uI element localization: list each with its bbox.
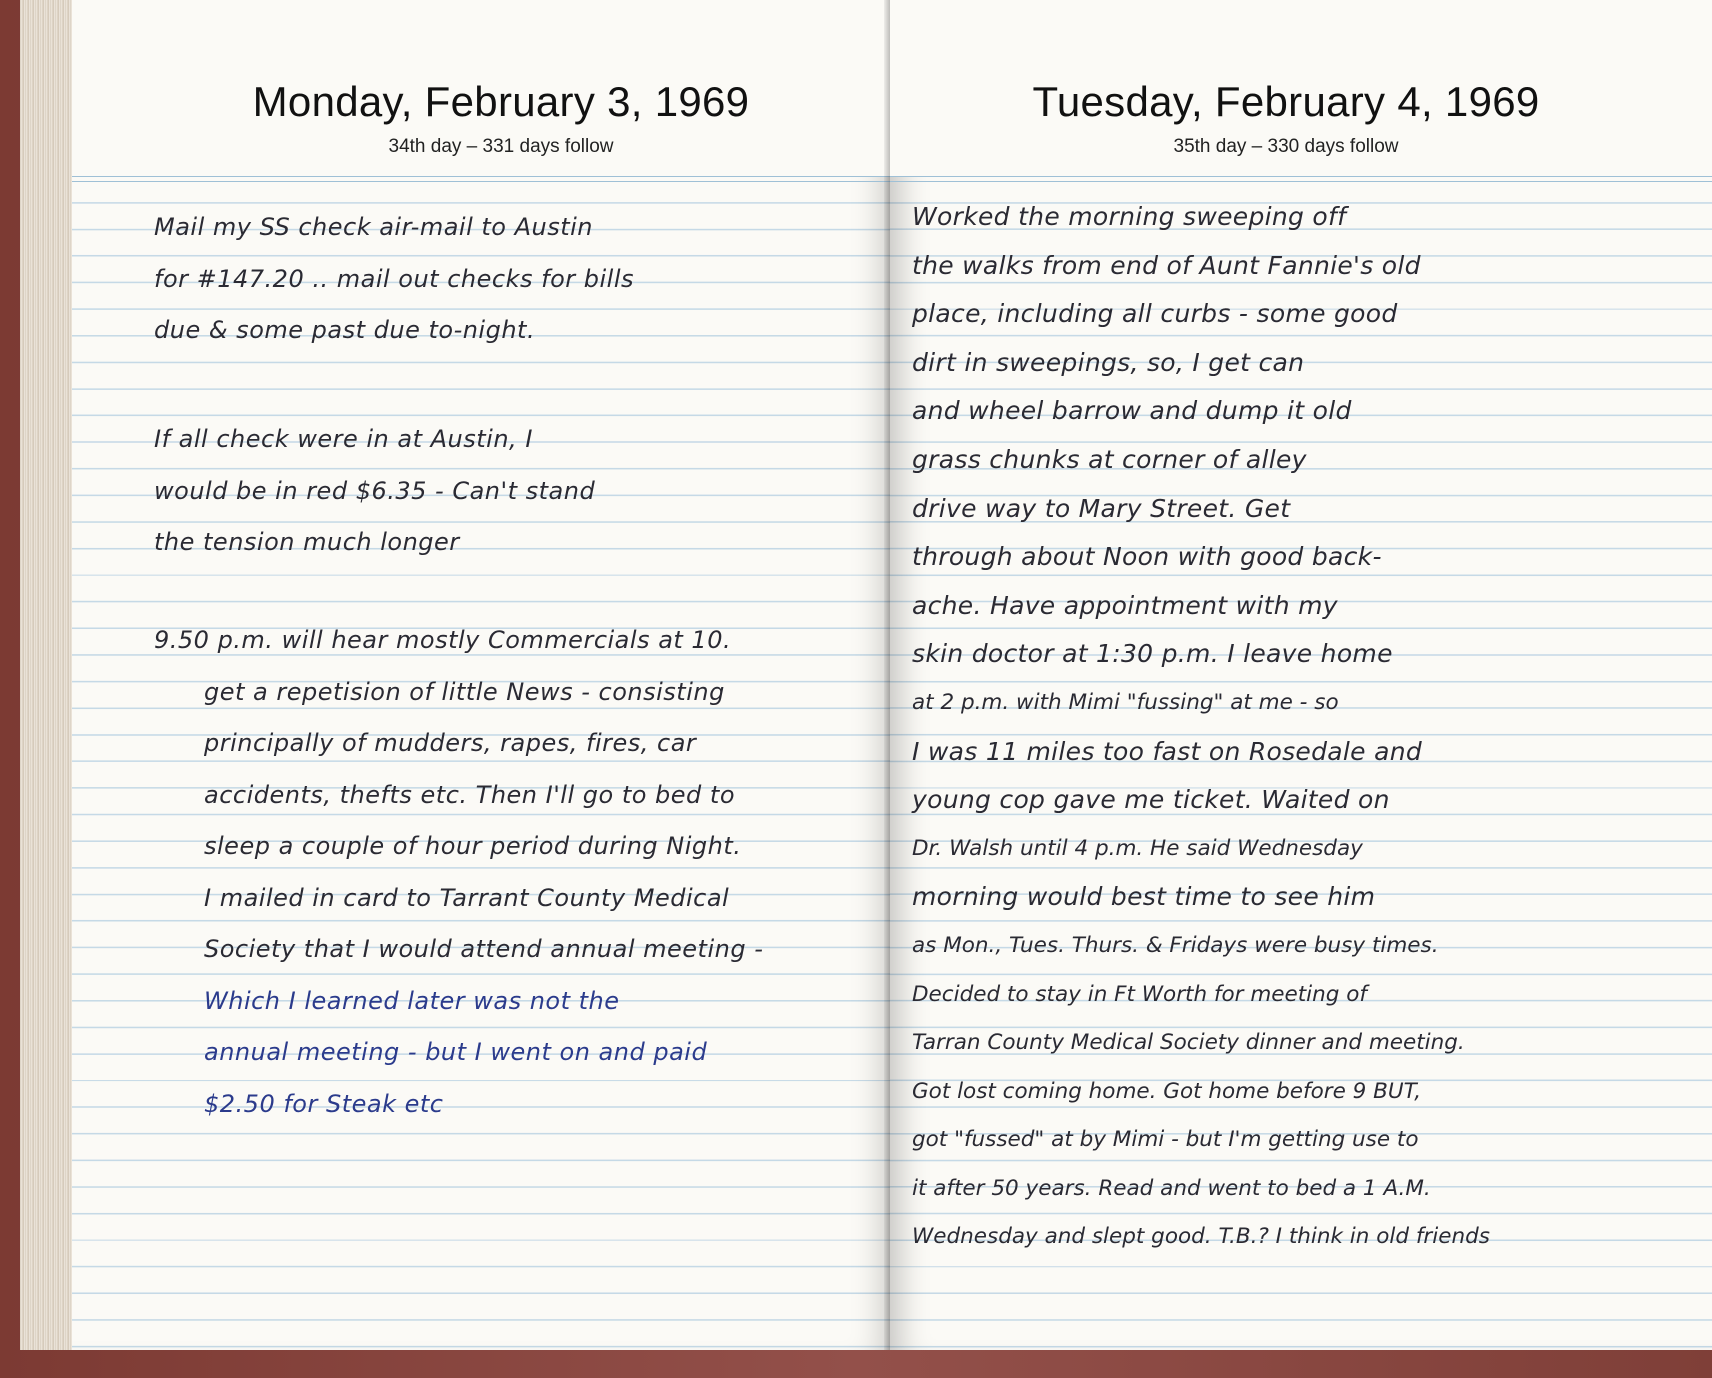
- left-page-date: Monday, February 3, 1969: [252, 78, 750, 125]
- entry-line: for #147.20 .. mail out checks for bills: [154, 264, 634, 293]
- entry-line: through about Noon with good back-: [912, 542, 1382, 572]
- entry-line: due & some past due to-night.: [154, 316, 536, 344]
- entry-line: ache. Have appointment with my: [912, 590, 1338, 620]
- entry-line: morning would best time to see him: [912, 882, 1376, 912]
- entry-line: drive way to Mary Street. Get: [912, 493, 1291, 523]
- entry-line: would be in red $6.35 - Can't stand: [154, 476, 596, 505]
- entry-line: sleep a couple of hour period during Night.: [204, 832, 742, 860]
- entry-line: accidents, thefts etc. Then I'll go to bed to: [204, 780, 735, 809]
- entry-line: as Mon., Tues. Thurs. & Fridays were busy times.: [912, 932, 1439, 958]
- right-page-date: Tuesday, February 4, 1969: [1032, 78, 1540, 125]
- entry-line: If all check were in at Austin, I: [154, 425, 533, 453]
- entry-line: Mail my SS check air-mail to Austin: [154, 213, 594, 241]
- entry-line: Decided to stay in Ft Worth for meeting of: [912, 981, 1367, 1007]
- entry-line-blue-ink: Which I learned later was not the: [204, 986, 620, 1015]
- entry-line: Got lost coming home. Got home before 9 BUT,: [912, 1078, 1422, 1104]
- entry-line: Society that I would attend annual meeting -: [204, 935, 764, 963]
- entry-line: and wheel barrow and dump it old: [912, 396, 1352, 426]
- entry-line: place, including all curbs - some good: [912, 299, 1398, 329]
- entry-line: the tension much longer: [154, 528, 460, 556]
- entry-line: I mailed in card to Tarrant County Medical: [204, 883, 730, 912]
- entry-line: principally of mudders, rapes, fires, car: [204, 729, 697, 757]
- entry-line: Worked the morning sweeping off: [912, 202, 1347, 231]
- entry-line: 9.50 p.m. will hear mostly Commercials at 10.: [154, 626, 732, 654]
- entry-line-blue-ink: $2.50 for Steak etc: [204, 1089, 444, 1118]
- entry-line: skin doctor at 1:30 p.m. I leave home: [912, 639, 1393, 669]
- entry-line: the walks from end of Aunt Fannie's old: [912, 250, 1421, 280]
- entry-line: Tarran County Medical Society dinner and meeting.: [912, 1030, 1465, 1056]
- left-entry-paragraph-1: [154, 202, 634, 357]
- left-entry-paragraph-3: [154, 615, 763, 1130]
- entry-line: got "fussed" at by Mimi - but I'm getting use to: [912, 1127, 1419, 1153]
- entry-line-blue-ink: annual meeting - but I went on and paid: [204, 1038, 708, 1066]
- entry-line: grass chunks at corner of alley: [912, 444, 1307, 474]
- left-entry-paragraph-2: [154, 414, 595, 569]
- left-page: [72, 0, 890, 1350]
- left-page-header-rule: [72, 176, 890, 182]
- right-page-day-count: 35th day – 330 days follow: [1173, 136, 1399, 157]
- entry-line: young cop gave me ticket. Waited on: [912, 785, 1390, 815]
- entry-line: get a repetision of little News - consisting: [204, 677, 725, 706]
- right-entry: [912, 193, 1490, 1262]
- entry-line: it after 50 years. Read and went to bed a 1 A.M.: [912, 1175, 1431, 1201]
- entry-line: at 2 p.m. with Mimi "fussing" at me - so: [912, 689, 1339, 715]
- entry-line: Dr. Walsh until 4 p.m. He said Wednesday: [912, 835, 1363, 861]
- entry-line: Wednesday and slept good. T.B.? I think in old friends: [912, 1224, 1490, 1250]
- right-page-header-rule: [890, 176, 1712, 182]
- left-page-day-count: 34th day – 331 days follow: [388, 136, 614, 157]
- right-page: [890, 0, 1712, 1350]
- entry-line: dirt in sweepings, so, I get can: [912, 347, 1305, 377]
- entry-line: I was 11 miles too fast on Rosedale and: [912, 736, 1423, 766]
